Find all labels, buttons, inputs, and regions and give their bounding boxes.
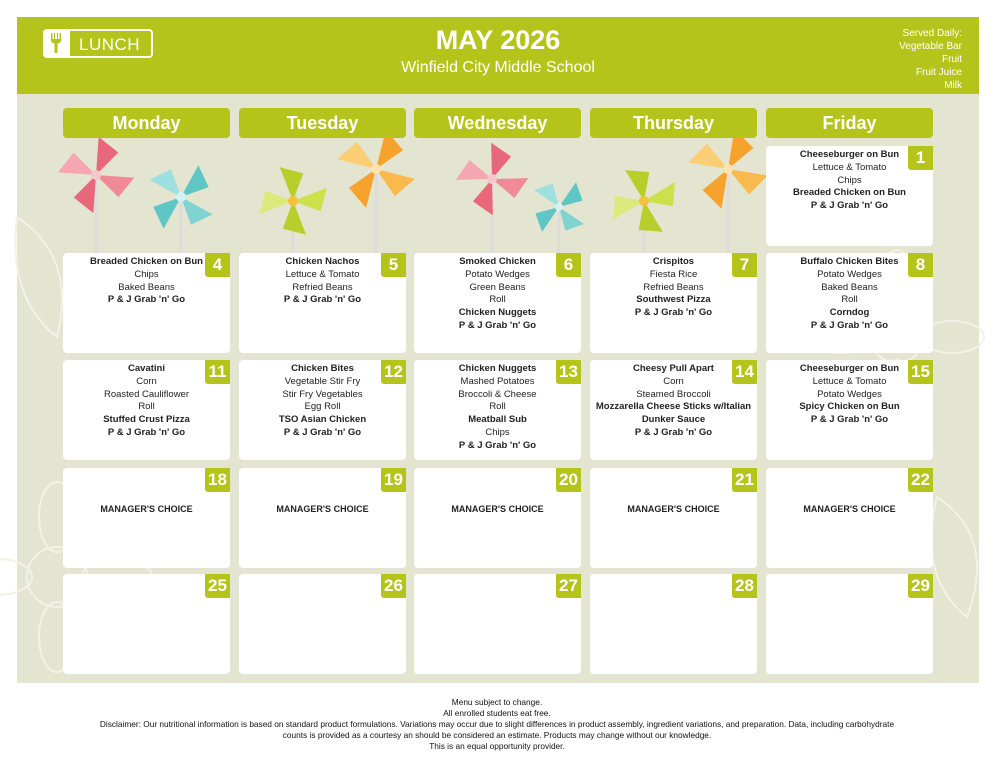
menu-items — [241, 363, 404, 440]
day-cell — [63, 360, 230, 460]
menu-item: Egg Roll — [304, 401, 341, 413]
menu-item: Cavatini — [128, 363, 165, 374]
date-badge: 12 — [381, 360, 406, 384]
menu-item: Refried Beans — [292, 281, 353, 293]
menu-item: Baked Beans — [821, 281, 878, 293]
menu-item: Southwest Pizza — [636, 294, 711, 306]
managers-choice-note: MANAGER'S CHOICE — [627, 504, 720, 514]
menu-item: Lettuce & Tomato — [812, 161, 887, 173]
menu-item: P & J Grab 'n' Go — [283, 426, 362, 438]
menu-item: Mozzarella Cheese Sticks w/Italian — [595, 401, 752, 413]
disclaimer-line: Disclaimer: Our nutritional information is based on standard product formulations. Variations may occur due to slight differences in product assembly, ingredient variations, and preparation. Data, including carbohydrate — [99, 719, 895, 729]
date-badge: 7 — [732, 253, 757, 277]
menu-item: Breaded Chicken on Bun — [90, 256, 203, 267]
menu-items — [416, 363, 579, 453]
page-title: MAY 2026 — [435, 25, 561, 55]
served-daily-item: Fruit Juice — [915, 67, 962, 78]
managers-choice-note: MANAGER'S CHOICE — [276, 504, 369, 514]
menu-item: Buffalo Chicken Bites — [800, 256, 899, 267]
menu-item: Corndog — [829, 307, 870, 319]
date-badge: 1 — [908, 146, 933, 170]
menu-item: P & J Grab 'n' Go — [458, 319, 537, 331]
menu-item: Spicy Chicken on Bun — [799, 401, 900, 413]
date-badge: 20 — [556, 468, 581, 492]
served-daily-item: Milk — [944, 80, 962, 91]
day-cell — [590, 468, 757, 568]
footer-line: This is an equal opportunity provider. — [429, 741, 565, 751]
day-cell — [63, 574, 230, 674]
menu-item: Cheesy Pull Apart — [633, 363, 714, 374]
served-daily-list — [832, 27, 962, 91]
disclaimer-line: counts is provided as a courtesy an should be considered an estimate. Products may change without our knowledge. — [282, 730, 712, 740]
menu-items — [592, 363, 755, 440]
menu-item: Roll — [489, 294, 506, 306]
menu-item: Green Beans — [469, 281, 526, 293]
day-header-friday: Friday — [766, 108, 933, 138]
day-cell — [766, 468, 933, 568]
menu-item: Dunker Sauce — [641, 414, 706, 426]
date-badge: 4 — [205, 253, 230, 277]
footer-notes — [40, 697, 954, 752]
menu-item: Stuffed Crust Pizza — [103, 414, 190, 426]
date-badge: 15 — [908, 360, 933, 384]
day-cell — [766, 574, 933, 674]
day-header-monday: Monday — [63, 108, 230, 138]
day-cell — [414, 253, 581, 353]
date-badge: 29 — [908, 574, 933, 598]
header-banner — [17, 17, 979, 94]
menu-sheet — [17, 17, 979, 683]
date-badge: 21 — [732, 468, 757, 492]
menu-item: Corn — [663, 375, 684, 387]
menu-items — [592, 256, 755, 320]
day-cell — [414, 574, 581, 674]
day-cell — [414, 360, 581, 460]
menu-item: Vegetable Stir Fry — [284, 375, 361, 387]
menu-item: P & J Grab 'n' Go — [634, 426, 713, 438]
menu-item: Roll — [138, 401, 155, 413]
menu-item: Chips — [837, 174, 862, 186]
footer-line: Menu subject to change. — [451, 697, 543, 707]
menu-item: Fiesta Rice — [649, 268, 698, 280]
menu-item: Crispitos — [652, 256, 695, 267]
menu-item: Smoked Chicken — [459, 256, 536, 267]
menu-item: Baked Beans — [118, 281, 175, 293]
menu-item: Cheeseburger on Bun — [799, 149, 900, 160]
menu-item: P & J Grab 'n' Go — [810, 414, 889, 426]
menu-item: Chips — [485, 426, 510, 438]
date-badge: 19 — [381, 468, 406, 492]
footer-line: All enrolled students eat free. — [443, 708, 551, 718]
menu-item: P & J Grab 'n' Go — [634, 307, 713, 319]
served-daily-item: Vegetable Bar — [899, 41, 962, 52]
menu-item: TSO Asian Chicken — [278, 414, 367, 426]
date-badge: 18 — [205, 468, 230, 492]
day-cell — [766, 146, 933, 246]
menu-items — [416, 256, 579, 333]
menu-items — [65, 363, 228, 440]
day-cell — [63, 253, 230, 353]
menu-item: Stir Fry Vegetables — [282, 388, 363, 400]
day-cell — [239, 574, 406, 674]
menu-item: Roll — [841, 294, 858, 306]
school-name: Winfield City Middle School — [401, 59, 595, 76]
day-cell — [414, 468, 581, 568]
served-daily-item: Fruit — [942, 54, 962, 65]
logo-label: LUNCH — [79, 35, 141, 54]
menu-item: Potato Wedges — [465, 268, 530, 280]
date-badge: 14 — [732, 360, 757, 384]
date-badge: 5 — [381, 253, 406, 277]
menu-item: Corn — [136, 375, 157, 387]
day-cell — [590, 360, 757, 460]
menu-item: Chicken Nachos — [285, 256, 360, 267]
menu-item: P & J Grab 'n' Go — [283, 294, 362, 306]
menu-item: Lettuce & Tomato — [812, 375, 887, 387]
day-cell — [590, 574, 757, 674]
day-cell — [766, 253, 933, 353]
date-badge: 6 — [556, 253, 581, 277]
menu-item: Steamed Broccoli — [636, 388, 711, 400]
date-badge: 11 — [205, 360, 230, 384]
date-badge: 13 — [556, 360, 581, 384]
menu-item: P & J Grab 'n' Go — [107, 294, 186, 306]
menu-items — [241, 256, 404, 307]
day-header-thursday: Thursday — [590, 108, 757, 138]
menu-item: Potato Wedges — [817, 388, 882, 400]
menu-item: P & J Grab 'n' Go — [107, 426, 186, 438]
menu-items — [768, 256, 931, 333]
day-cell — [766, 360, 933, 460]
day-header-wednesday: Wednesday — [414, 108, 581, 138]
menu-item: P & J Grab 'n' Go — [458, 439, 537, 451]
menu-items — [768, 149, 931, 213]
day-cell — [239, 468, 406, 568]
menu-item: Meatball Sub — [468, 414, 527, 426]
day-header-tuesday: Tuesday — [239, 108, 406, 138]
menu-item: Refried Beans — [643, 281, 704, 293]
day-cell — [239, 360, 406, 460]
fork-icon — [49, 32, 63, 54]
menu-item: Lettuce & Tomato — [285, 268, 360, 280]
managers-choice-note: MANAGER'S CHOICE — [451, 504, 544, 514]
managers-choice-note: MANAGER'S CHOICE — [803, 504, 896, 514]
date-badge: 25 — [205, 574, 230, 598]
managers-choice-note: MANAGER'S CHOICE — [100, 504, 193, 514]
menu-items — [65, 256, 228, 307]
menu-item: Mashed Potatoes — [460, 375, 535, 387]
pinwheel-icon — [453, 140, 531, 218]
menu-item: Chicken Bites — [291, 363, 354, 374]
menu-item: P & J Grab 'n' Go — [810, 200, 889, 212]
date-badge: 26 — [381, 574, 406, 598]
menu-item: Chicken Nuggets — [458, 307, 537, 319]
menu-item: P & J Grab 'n' Go — [810, 319, 889, 331]
menu-item: Roasted Cauliflower — [103, 388, 189, 400]
date-badge: 27 — [556, 574, 581, 598]
menu-items — [768, 363, 931, 427]
lunch-logo — [43, 29, 153, 58]
menu-item: Broccoli & Cheese — [458, 388, 537, 400]
day-cell — [590, 253, 757, 353]
date-badge: 22 — [908, 468, 933, 492]
menu-item: Roll — [489, 401, 506, 413]
logo-badge — [43, 29, 70, 58]
served-daily-heading: Served Daily: — [902, 28, 962, 39]
menu-item: Potato Wedges — [817, 268, 882, 280]
menu-item: Cheeseburger on Bun — [799, 363, 900, 374]
menu-item: Chicken Nuggets — [458, 363, 537, 374]
menu-item: Breaded Chicken on Bun — [793, 187, 906, 199]
date-badge: 28 — [732, 574, 757, 598]
date-badge: 8 — [908, 253, 933, 277]
menu-item: Chips — [134, 268, 159, 280]
day-cell — [63, 468, 230, 568]
day-cell — [239, 253, 406, 353]
